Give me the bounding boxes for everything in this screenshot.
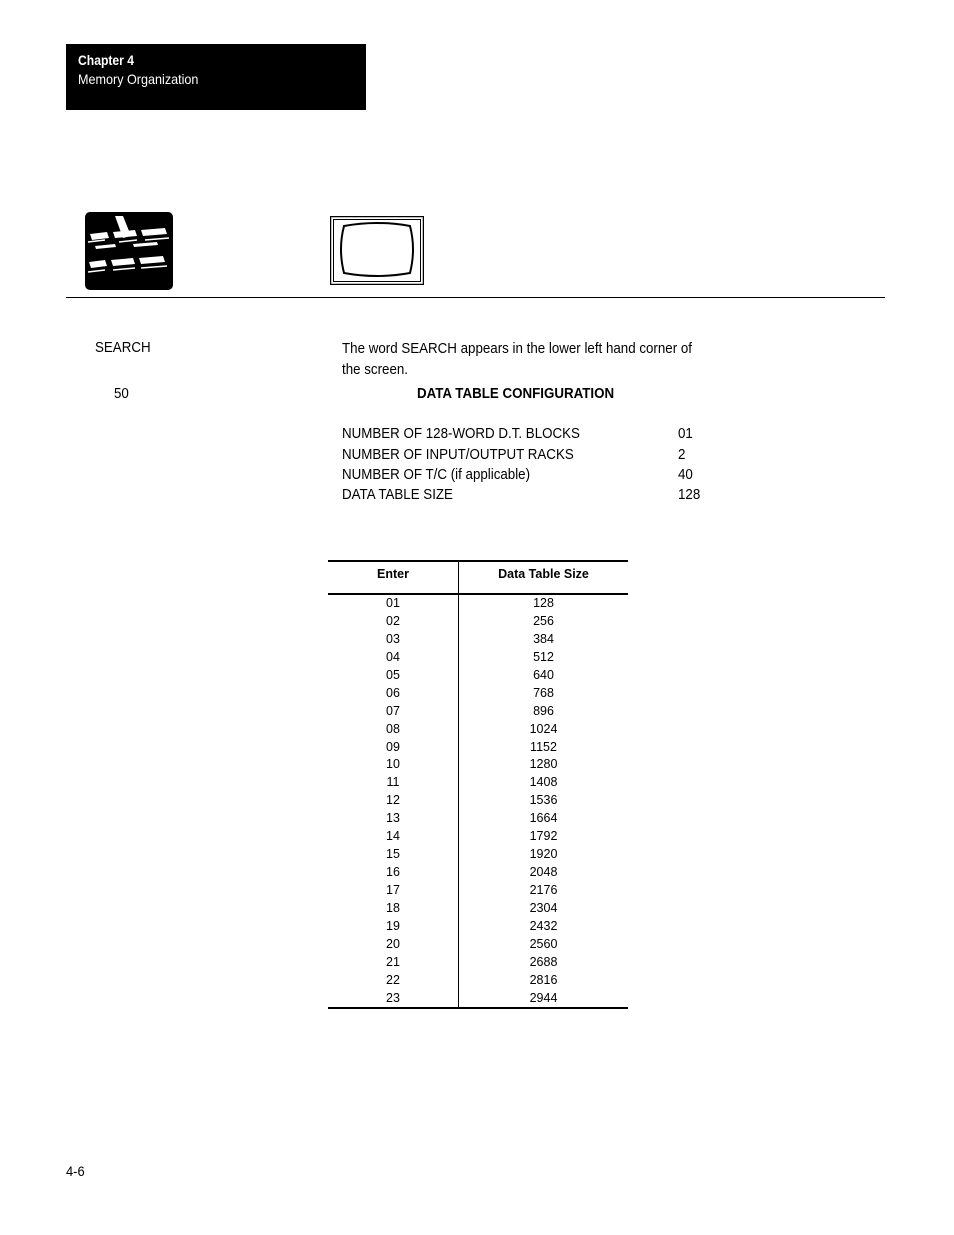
enter-cell: 04 — [386, 649, 400, 664]
config-row-label: NUMBER OF T/C (if applicable) — [342, 467, 531, 483]
table-row — [328, 936, 628, 954]
table-row — [328, 595, 628, 613]
table-row — [328, 631, 628, 649]
table-row — [328, 918, 628, 936]
config-row-label: NUMBER OF 128-WORD D.T. BLOCKS — [342, 426, 580, 442]
config-row-label: NUMBER OF INPUT/OUTPUT RACKS — [342, 447, 574, 463]
table-row — [328, 864, 628, 882]
enter-cell: 06 — [386, 685, 400, 700]
column-header-enter: Enter — [377, 567, 409, 581]
chapter-label: Chapter 4 — [78, 53, 135, 68]
table-row — [328, 810, 628, 828]
enter-cell: 21 — [386, 954, 400, 969]
config-row-value: 2 — [678, 447, 686, 463]
config-row-value: 128 — [678, 487, 701, 503]
size-cell: 2304 — [529, 900, 558, 915]
description-line-2: the screen. — [342, 362, 409, 378]
table-row — [328, 756, 628, 774]
data-table-size-table — [328, 560, 628, 1010]
table-row — [328, 792, 628, 810]
column-header-data-table-size: Data Table Size — [498, 567, 589, 581]
table-row — [328, 685, 628, 703]
size-cell: 1280 — [529, 757, 558, 772]
enter-cell: 18 — [386, 900, 400, 915]
table-row — [328, 828, 628, 846]
enter-cell: 20 — [386, 936, 400, 951]
size-cell: 2688 — [529, 954, 558, 969]
table-row — [328, 703, 628, 721]
monitor-screen-icon — [330, 216, 424, 285]
size-cell: 640 — [533, 667, 554, 682]
table-body — [328, 595, 628, 1008]
enter-cell: 08 — [386, 721, 400, 736]
size-cell: 1408 — [529, 775, 558, 790]
enter-cell: 09 — [386, 739, 400, 754]
table-row — [328, 990, 628, 1008]
enter-cell: 11 — [386, 775, 400, 790]
enter-cell: 12 — [386, 793, 400, 808]
table-row — [328, 721, 628, 739]
table-row — [328, 882, 628, 900]
size-cell: 1024 — [529, 721, 558, 736]
enter-cell: 16 — [386, 865, 400, 880]
size-cell: 2432 — [529, 918, 558, 933]
size-cell: 1792 — [529, 829, 558, 844]
config-row-value: 01 — [678, 426, 693, 442]
size-cell: 512 — [533, 649, 554, 664]
size-cell: 1536 — [529, 793, 558, 808]
search-key-label: SEARCH — [95, 340, 151, 356]
size-cell: 1920 — [529, 847, 558, 862]
size-cell: 768 — [533, 685, 554, 700]
search-description — [342, 339, 692, 381]
table-row — [328, 900, 628, 918]
size-cell: 2560 — [529, 936, 558, 951]
size-cell: 2176 — [529, 883, 558, 897]
chapter-header — [66, 44, 366, 110]
size-cell: 896 — [533, 703, 554, 718]
enter-cell: 14 — [386, 829, 400, 844]
chapter-title: Memory Organization — [78, 71, 199, 87]
table-row — [328, 774, 628, 792]
enter-cell: 10 — [386, 757, 400, 772]
page-number: 4-6 — [66, 1163, 85, 1179]
table-row — [328, 972, 628, 990]
enter-cell: 05 — [386, 667, 400, 682]
description-line-1: The word SEARCH appears in the lower left hand corner of — [342, 341, 692, 357]
table-top-rule — [328, 560, 628, 562]
size-cell: 2816 — [529, 972, 558, 987]
size-cell: 1664 — [529, 811, 558, 826]
config-title: DATA TABLE CONFIGURATION — [417, 386, 615, 402]
section-divider — [66, 297, 885, 298]
enter-cell: 07 — [386, 703, 400, 718]
config-row-label: DATA TABLE SIZE — [342, 487, 453, 503]
table-row — [328, 613, 628, 631]
keyboard-keys-icon — [85, 212, 173, 290]
size-cell: 384 — [533, 631, 554, 646]
enter-cell: 19 — [386, 918, 400, 933]
table-row — [328, 739, 628, 757]
enter-cell: 02 — [386, 613, 400, 628]
enter-cell: 13 — [386, 811, 400, 826]
size-cell: 2048 — [529, 865, 558, 880]
config-row-value: 40 — [678, 467, 693, 483]
size-cell: 256 — [533, 613, 554, 628]
size-cell: 1152 — [530, 739, 557, 754]
table-row — [328, 649, 628, 667]
enter-cell: 01 — [386, 596, 400, 610]
enter-cell: 22 — [386, 972, 400, 987]
enter-cell: 03 — [386, 631, 400, 646]
size-cell: 2944 — [529, 990, 558, 1005]
table-row — [328, 667, 628, 685]
table-row — [328, 846, 628, 864]
table-row — [328, 954, 628, 972]
enter-cell: 17 — [386, 883, 400, 897]
enter-cell: 15 — [386, 847, 400, 862]
entry-value: 50 — [114, 386, 129, 402]
size-cell: 128 — [533, 596, 554, 610]
enter-cell: 23 — [386, 990, 400, 1005]
